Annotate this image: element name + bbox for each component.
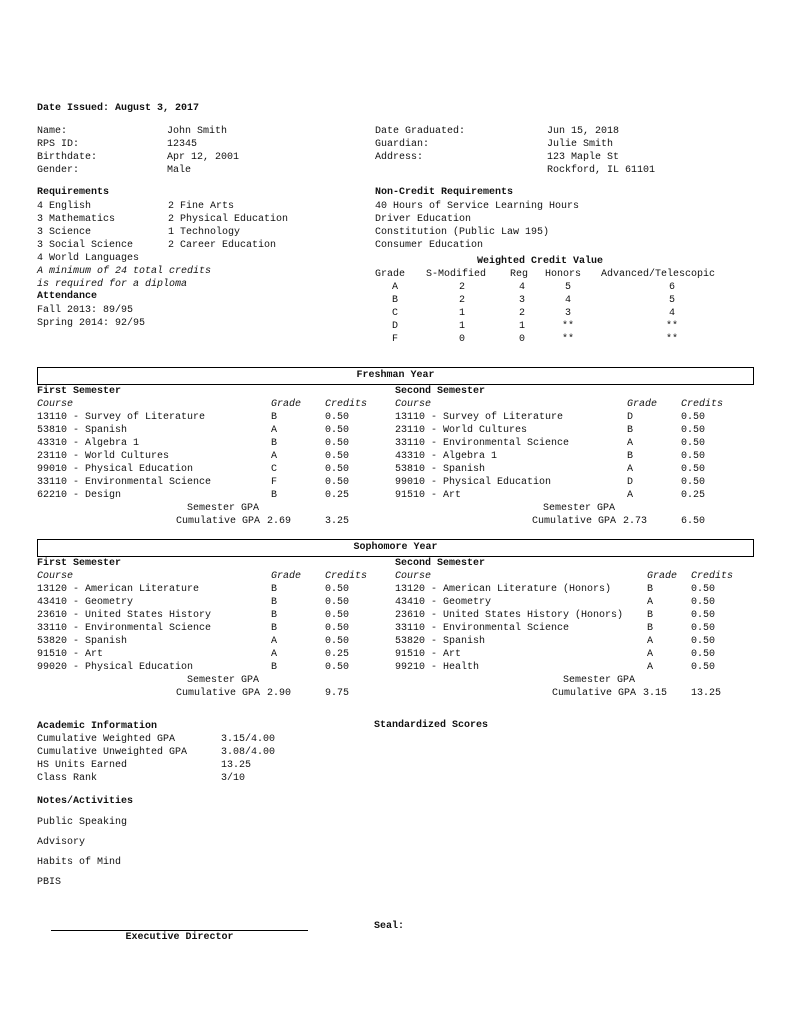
table-row [37,450,387,463]
credits-header: Credits [325,571,368,582]
course-name: 13120 - American Literature (Honors) [395,584,612,595]
course-credits: 0.25 [681,490,706,501]
academic-values [221,733,275,785]
weighted-cell: F [391,334,398,345]
course-credits: 0.50 [325,623,350,634]
weighted-header-row [375,268,755,281]
course-credits: 0.25 [325,649,350,660]
cumulative-gpa-row [395,687,755,700]
course-name: 23610 - United States History (Honors) [395,610,624,621]
course-credits: 0.50 [325,451,350,462]
academic-value: 3/10 [221,773,246,784]
grad-label: Date Graduated: [375,126,466,137]
course-name: 43410 - Geometry [37,597,134,608]
cumulative-gpa-value: 2.90 [267,688,292,699]
course-grade: A [627,438,634,449]
course-credits: 0.50 [325,597,350,608]
course-credits: 0.50 [691,662,716,673]
table-row [395,476,755,489]
course-grade: B [627,425,634,436]
table-row [37,622,387,635]
cumulative-gpa-row [395,515,755,528]
weighted-table [375,268,755,348]
course-grade: B [271,610,278,621]
course-grade: B [271,412,278,423]
requirements-title: Requirements [37,187,110,198]
weighted-row [375,320,755,333]
course-grade: B [647,584,654,595]
table-row [395,583,755,596]
weighted-cell: 2 [458,295,465,306]
course-grade: B [271,438,278,449]
student-id: 12345 [167,139,198,150]
weighted-cell: 1 [458,321,465,332]
academic-label: Cumulative Unweighted GPA [37,747,188,758]
course-name: 33110 - Environmental Science [37,477,212,488]
id-label: RPS ID: [37,139,80,150]
weighted-cell: 4 [564,295,571,306]
course-name: 33110 - Environmental Science [395,438,570,449]
course-grade: A [647,597,654,608]
requirement-item: 3 Mathematics [37,214,116,225]
semester-title: First Semester [37,558,122,569]
course-header-row [395,398,755,411]
table-row [37,489,387,502]
grad-date: Jun 15, 2018 [547,126,620,137]
weighted-cell: 6 [668,282,675,293]
requirement-item: 4 World Languages [37,253,140,264]
cumulative-gpa-label: Cumulative GPA [552,688,637,699]
birth-label: Birthdate: [37,152,98,163]
cumulative-gpa-value: 2.69 [267,516,292,527]
cumulative-gpa-row [37,515,387,528]
credits-header: Credits [691,571,734,582]
course-name: 62210 - Design [37,490,122,501]
requirements-note: is required for a diploma [37,279,188,290]
attendance-title: Attendance [37,291,98,302]
weighted-row [375,333,755,346]
semester-title-row [395,557,755,570]
credits-header: Credits [325,399,368,410]
semester-title: Second Semester [395,386,486,397]
course-name: 99010 - Physical Education [37,464,194,475]
table-row [37,596,387,609]
weighted-cell: 2 [518,308,525,319]
table-row [37,661,387,674]
course-credits: 0.50 [325,438,350,449]
course-credits: 0.25 [325,490,350,501]
attendance-item: Fall 2013: 89/95 [37,305,134,316]
course-name: 43410 - Geometry [395,597,492,608]
cumulative-credits-value: 9.75 [325,688,350,699]
semester-gpa-label: Semester GPA [563,675,636,686]
semester-gpa-row [37,502,387,515]
course-grade: A [627,490,634,501]
weighted-cell: A [391,282,398,293]
course-credits: 0.50 [691,636,716,647]
semester-gpa-row [37,674,387,687]
weighted-cell: 3 [564,308,571,319]
table-row [37,648,387,661]
table-row [395,437,755,450]
course-header-row [37,570,387,583]
noncredit-item: Consumer Education [375,240,484,251]
course-name: 13110 - Survey of Literature [37,412,206,423]
course-name: 33110 - Environmental Science [395,623,570,634]
course-grade: A [647,636,654,647]
address-line1: 123 Maple St [547,152,620,163]
course-name: 23110 - World Cultures [37,451,170,462]
weighted-cell: 4 [518,282,525,293]
table-row [37,635,387,648]
course-grade: D [627,477,634,488]
address-label: Address: [375,152,424,163]
course-header-row [37,398,387,411]
weighted-cell: B [391,295,398,306]
weighted-cell: 1 [458,308,465,319]
academic-value: 13.25 [221,760,252,771]
weighted-cell: 3 [518,295,525,306]
weighted-cell: 1 [518,321,525,332]
freshman-year-header: Freshman Year [37,367,754,385]
course-grade: A [271,649,278,660]
course-name: 99020 - Physical Education [37,662,194,673]
academic-label: Class Rank [37,773,98,784]
noncredit-item: 40 Hours of Service Learning Hours [375,201,580,212]
weighted-cell: 5 [668,295,675,306]
student-labels [37,125,97,177]
cumulative-gpa-label: Cumulative GPA [532,516,617,527]
course-name: 53820 - Spanish [37,636,128,647]
weighted-cell: ** [561,321,574,332]
requirement-item: 3 Science [37,227,92,238]
weighted-cell: 2 [458,282,465,293]
notes-item: Public Speaking [37,817,128,828]
table-row [395,424,755,437]
course-name: 91510 - Art [37,649,104,660]
course-name: 91510 - Art [395,490,462,501]
table-row [395,609,755,622]
course-credits: 0.50 [325,662,350,673]
weighted-cell: C [391,308,398,319]
weighted-row [375,307,755,320]
cumulative-gpa-value: 3.15 [643,688,668,699]
semester-gpa-label: Semester GPA [187,503,260,514]
course-credits: 0.50 [691,610,716,621]
noncredit-title: Non-Credit Requirements [375,187,514,198]
weighted-cell: D [391,321,398,332]
course-name: 91510 - Art [395,649,462,660]
sophomore-first-semester [37,557,387,702]
course-name: 13110 - Survey of Literature [395,412,564,423]
semester-gpa-label: Semester GPA [543,503,616,514]
course-grade: B [271,662,278,673]
cumulative-gpa-label: Cumulative GPA [176,516,261,527]
guardian-label: Guardian: [375,139,430,150]
course-grade: B [647,623,654,634]
table-row [37,476,387,489]
course-credits: 0.50 [325,477,350,488]
semester-title-row [37,557,387,570]
table-row [37,609,387,622]
grad-labels [375,125,465,164]
freshman-second-semester [395,385,755,530]
academic-label: Cumulative Weighted GPA [37,734,176,745]
course-header: Course [395,399,432,410]
semester-gpa-row [395,674,755,687]
course-grade: B [271,490,278,501]
course-grade: A [647,649,654,660]
course-header: Course [395,571,432,582]
course-credits: 0.50 [681,464,706,475]
requirements-note: A minimum of 24 total credits [37,266,212,277]
semester-title: First Semester [37,386,122,397]
academic-value: 3.08/4.00 [221,747,276,758]
noncredit-list [375,200,579,252]
weighted-header: Grade [375,269,406,280]
course-credits: 0.50 [325,636,350,647]
course-grade: B [271,584,278,595]
cumulative-credits-value: 13.25 [691,688,722,699]
course-credits: 0.50 [681,425,706,436]
course-name: 23110 - World Cultures [395,425,528,436]
notes-title: Notes/Activities [37,796,134,807]
table-row [395,596,755,609]
course-name: 13120 - American Literature [37,584,200,595]
course-grade: A [647,662,654,673]
weighted-header: S-Modified [426,269,487,280]
attendance-item: Spring 2014: 92/95 [37,318,146,329]
student-gender: Male [167,165,192,176]
course-grade: B [627,451,634,462]
course-credits: 0.50 [691,597,716,608]
table-row [37,463,387,476]
sophomore-year-header: Sophomore Year [37,539,754,557]
course-credits: 0.50 [681,477,706,488]
course-credits: 0.50 [325,412,350,423]
table-row [395,648,755,661]
course-grade: B [647,610,654,621]
notes-item: Advisory [37,837,86,848]
cumulative-gpa-label: Cumulative GPA [176,688,261,699]
course-credits: 0.50 [691,623,716,634]
table-row [37,583,387,596]
table-row [395,463,755,476]
requirement-item: 3 Social Science [37,240,134,251]
weighted-title: Weighted Credit Value [476,256,604,267]
cumulative-credits-value: 3.25 [325,516,350,527]
course-credits: 0.50 [681,412,706,423]
weighted-cell: 4 [668,308,675,319]
cumulative-gpa-value: 2.73 [623,516,648,527]
course-header-row [395,570,755,583]
course-grade: B [271,623,278,634]
weighted-cell: 5 [564,282,571,293]
semester-title: Second Semester [395,558,486,569]
course-name: 33110 - Environmental Science [37,623,212,634]
student-name: John Smith [167,126,228,137]
requirement-item: 2 Physical Education [168,214,289,225]
semester-title-row [37,385,387,398]
grade-header: Grade [271,571,302,582]
weighted-header: Reg [510,269,529,280]
course-name: 99210 - Health [395,662,480,673]
table-row [37,437,387,450]
course-name: 43310 - Algebra 1 [37,438,140,449]
weighted-cell: ** [561,334,574,345]
course-grade: F [271,477,278,488]
student-birthdate: Apr 12, 2001 [167,152,240,163]
table-row [395,450,755,463]
notes-item: PBIS [37,877,62,888]
course-header: Course [37,399,74,410]
noncredit-item: Driver Education [375,214,472,225]
course-credits: 0.50 [691,649,716,660]
semester-gpa-label: Semester GPA [187,675,260,686]
academic-title: Academic Information [37,721,158,732]
course-grade: D [627,412,634,423]
seal-label: Seal: [374,921,405,932]
table-row [395,489,755,502]
address-line2: Rockford, IL 61101 [547,165,656,176]
notes-item: Habits of Mind [37,857,122,868]
course-name: 53810 - Spanish [395,464,486,475]
weighted-cell: ** [665,321,678,332]
table-row [395,635,755,648]
academic-labels [37,733,187,785]
requirements-col2 [168,200,288,252]
table-row [395,661,755,674]
weighted-cell: ** [665,334,678,345]
name-label: Name: [37,126,68,137]
course-name: 43310 - Algebra 1 [395,451,498,462]
grade-header: Grade [647,571,678,582]
course-grade: B [271,597,278,608]
course-credits: 0.50 [681,438,706,449]
semester-gpa-row [395,502,755,515]
requirement-item: 4 English [37,201,92,212]
course-credits: 0.50 [325,464,350,475]
semester-title-row [395,385,755,398]
requirement-item: 2 Fine Arts [168,201,235,212]
table-row [37,411,387,424]
noncredit-item: Constitution (Public Law 195) [375,227,550,238]
course-name: 23610 - United States History [37,610,212,621]
requirement-item: 2 Career Education [168,240,277,251]
course-grade: A [271,451,278,462]
sophomore-second-semester [395,557,755,702]
course-credits: 0.50 [681,451,706,462]
guardian-name: Julie Smith [547,139,614,150]
standardized-title: Standardized Scores [374,720,489,731]
grade-header: Grade [271,399,302,410]
academic-value: 3.15/4.00 [221,734,276,745]
table-row [395,622,755,635]
weighted-header: Honors [545,269,582,280]
weighted-row [375,281,755,294]
requirement-item: 1 Technology [168,227,241,238]
signature-label: Executive Director [125,932,234,943]
course-grade: C [271,464,278,475]
credits-header: Credits [681,399,724,410]
weighted-header: Advanced/Telescopic [601,269,716,280]
date-issued: Date Issued: August 3, 2017 [37,103,200,114]
table-row [37,424,387,437]
attendance-list [37,304,145,330]
course-grade: A [271,425,278,436]
academic-label: HS Units Earned [37,760,128,771]
freshman-first-semester [37,385,387,530]
course-credits: 0.50 [691,584,716,595]
course-grade: A [627,464,634,475]
course-grade: A [271,636,278,647]
course-credits: 0.50 [325,425,350,436]
grad-values [547,125,655,177]
cumulative-credits-value: 6.50 [681,516,706,527]
weighted-row [375,294,755,307]
course-header: Course [37,571,74,582]
course-name: 99010 - Physical Education [395,477,552,488]
cumulative-gpa-row [37,687,387,700]
course-credits: 0.50 [325,584,350,595]
course-name: 53810 - Spanish [37,425,128,436]
weighted-cell: 0 [458,334,465,345]
grade-header: Grade [627,399,658,410]
table-row [395,411,755,424]
student-values [167,125,239,177]
gender-label: Gender: [37,165,80,176]
weighted-cell: 0 [518,334,525,345]
course-credits: 0.50 [325,610,350,621]
course-name: 53820 - Spanish [395,636,486,647]
